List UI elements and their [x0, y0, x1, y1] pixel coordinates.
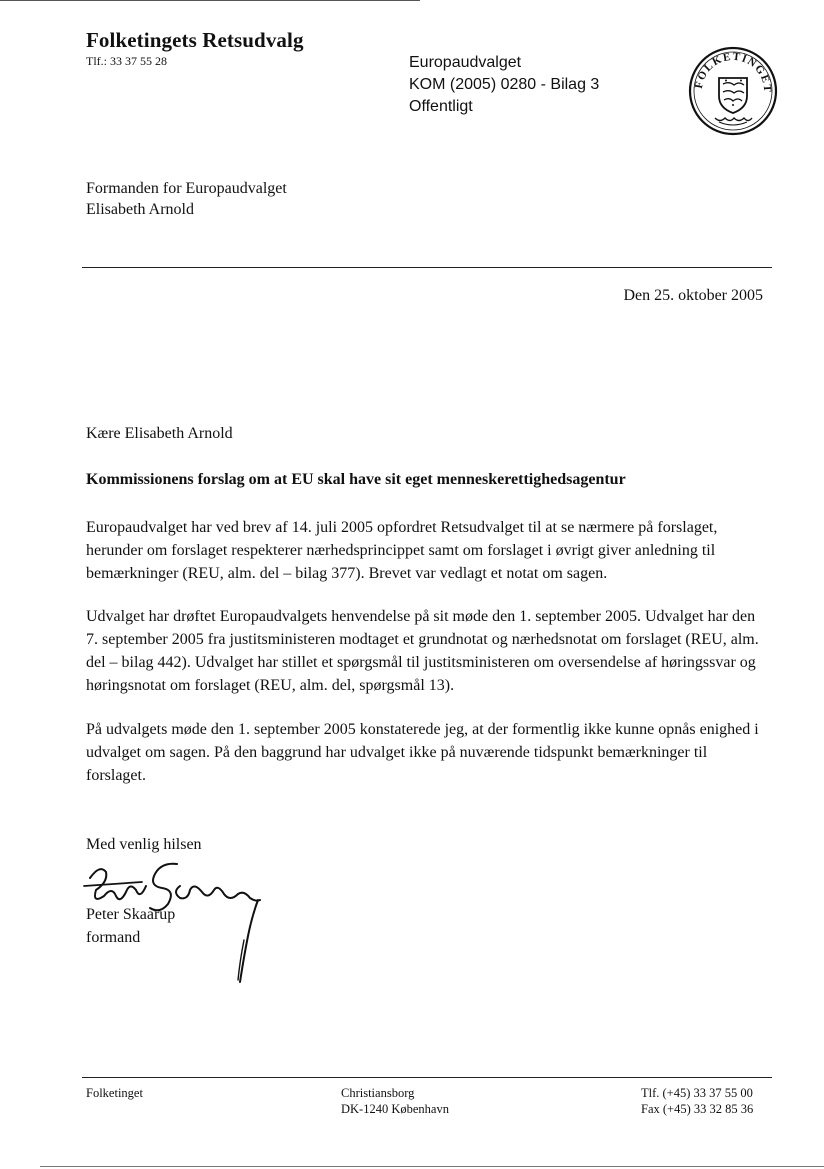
footer-phone: Tlf. (+45) 33 37 55 00 [641, 1086, 753, 1100]
footer-address [341, 1085, 449, 1117]
signer-name: Peter Skaarup [86, 906, 176, 923]
body-paragraph-2: Udvalget har drøftet Europaudvalgets henvendelse på sit møde den 1. september 2005. Udvalget har den 7. september 2005 fra justitsministeren modtaget et grundnotat og nærhedsnotat om forslaget (REU, alm. del – bilag 442). Udvalget har stillet et spørgsmål til justitsministeren om oversendelse af høringssvar og høringsnotat om forslaget (REU, alm. del, spørgsmål 13). [86, 608, 759, 694]
folketinget-seal-icon [688, 46, 778, 136]
handwritten-signature [82, 856, 272, 988]
salutation: Kære Elisabeth Arnold [86, 425, 233, 442]
recipient-address [86, 178, 287, 220]
footer-address-line-1: Christiansborg [341, 1086, 415, 1100]
scan-edge-line-bottom [40, 1166, 824, 1167]
body-paragraph-3: På udvalgets møde den 1. september 2005 konstaterede jeg, at der formentlig ikke kunne opnås enighed i udvalget om sagen. På den baggrund har udvalget ikke på nuværende tidspunkt bemærkninger til forslaget. [86, 721, 759, 784]
footer-org-name: Folketinget [86, 1086, 143, 1100]
header-divider [82, 267, 772, 268]
recipient-line-title: Formanden for Europaudvalget [86, 180, 287, 197]
sender-organization: Folketingets Retsudvalg [86, 28, 304, 52]
signer-title: formand [86, 929, 141, 946]
closing-greeting: Med venlig hilsen [86, 836, 202, 853]
recipient-line-name: Elisabeth Arnold [86, 201, 194, 218]
letter-subject: Kommissionens forslag om at EU skal have sit eget menneskerettighedsagentur [86, 471, 626, 488]
body-paragraph-1: Europaudvalget har ved brev af 14. juli 2005 opfordret Retsudvalget til at se nærmere på forslaget, herunder om forslaget respekterer nærhedsprincippet samt om forslaget i øvrigt giver anledning til bemærkninger (REU, alm. del – bilag 377). Brevet var vedlagt et notat om sagen. [86, 519, 718, 582]
reference-classification: Offentligt [409, 98, 473, 115]
footer-organization [86, 1085, 143, 1101]
reference-committee: Europaudvalget [409, 54, 522, 71]
reference-document-number: KOM (2005) 0280 - Bilag 3 [409, 76, 600, 93]
sender-phone: Tlf.: 33 37 55 28 [86, 54, 167, 68]
footer-divider [82, 1077, 772, 1078]
footer-address-line-2: DK-1240 København [341, 1102, 449, 1116]
document-reference-stamp [409, 52, 599, 118]
letter-date: Den 25. oktober 2005 [623, 287, 763, 304]
seal-lettering: FOLKETINGET [692, 50, 774, 94]
scan-edge-line-top [0, 0, 420, 1]
footer-contact [641, 1085, 753, 1117]
footer-fax: Fax (+45) 33 32 85 36 [641, 1102, 754, 1116]
